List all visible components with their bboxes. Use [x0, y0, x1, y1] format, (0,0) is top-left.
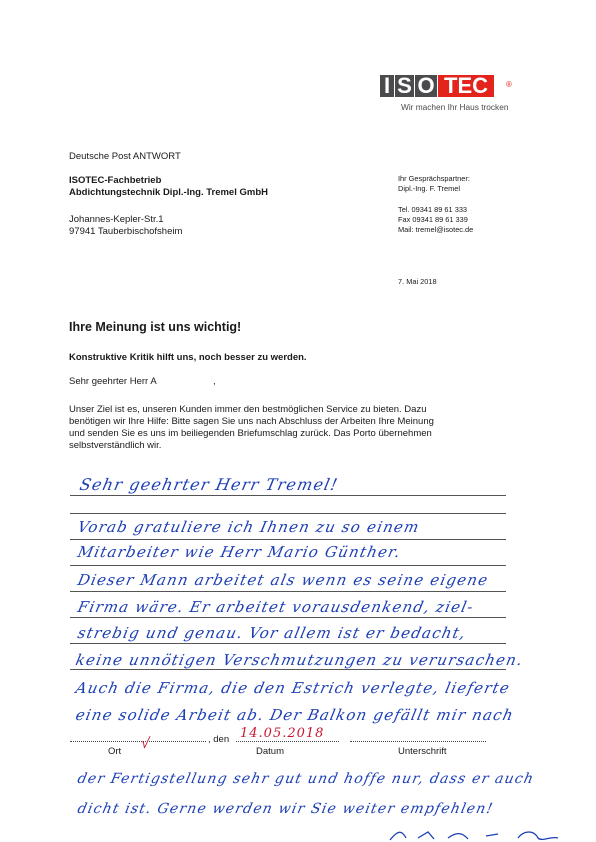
writing-line [70, 669, 506, 670]
writing-line [70, 539, 506, 540]
date-label: Datum [256, 746, 284, 757]
signature-label: Unterschrift [398, 746, 447, 757]
handwritten-line-7: Auch die Firma, die den Estrich verlegte, lieferte [74, 679, 512, 697]
body-line-4: selbstverständlich wir. [69, 440, 162, 451]
writing-line [70, 643, 506, 644]
recipient-company-2: Abdichtungstechnik Dipl.-Ing. Tremel GmbH [69, 187, 268, 198]
handwritten-line-5: strebig und genau. Vor allem ist er bedacht, [76, 624, 468, 642]
salutation-comma: , [213, 376, 216, 387]
writing-line [70, 617, 506, 618]
handwritten-line-1: Vorab gratuliere ich Ihnen zu so einem [76, 518, 422, 536]
date-prefix: , den [208, 734, 230, 745]
place-label: Ort [108, 746, 122, 757]
logo-tagline: Wir machen Ihr Haus trocken [401, 102, 509, 112]
handwritten-line-2: Mitarbeiter wie Herr Mario Günther. [76, 543, 403, 561]
contact-mail: Mail: tremel@isotec.de [398, 225, 474, 234]
salutation: Sehr geehrter Herr A [69, 376, 157, 387]
logo-wordmark [380, 75, 494, 98]
logo-letter-o: O [415, 75, 437, 97]
page-title: Ihre Meinung ist uns wichtig! [69, 320, 242, 334]
contact-label: Ihr Gesprächspartner: [398, 174, 470, 183]
page-subtitle: Konstruktive Kritik hilft uns, noch besser zu werden. [69, 352, 307, 363]
body-line-1: Unser Ziel ist es, unseren Kunden immer den bestmöglichen Service zu bieten. Dazu [69, 404, 427, 415]
recipient-company: ISOTEC-Fachbetrieb [69, 175, 162, 186]
handwritten-line-10: dicht ist. Gerne werden wir Sie weiter empfehlen! [76, 801, 495, 817]
isotec-logo [377, 73, 512, 121]
check-mark-icon: √ [139, 735, 151, 752]
writing-line [70, 565, 506, 566]
logo-letters-tec: TEC [438, 75, 494, 97]
body-line-3: und senden Sie es uns im beiliegenden Briefumschlag zurück. Das Porto übernehmen [69, 428, 432, 439]
contact-tel: Tel. 09341 89 61 333 [398, 205, 468, 214]
signature-scribble [388, 826, 574, 842]
logo-letter-i: I [380, 75, 394, 97]
registered-mark: ® [506, 80, 512, 89]
handwritten-line-3: Dieser Mann arbeitet als wenn es seine eigene [76, 571, 491, 589]
recipient-street: Johannes-Kepler-Str.1 [69, 214, 164, 225]
date-dotted-line [236, 741, 339, 742]
writing-line [70, 513, 506, 514]
contact-name: Dipl.-Ing. F. Tremel [398, 184, 461, 193]
handwritten-line-4: Firma wäre. Er arbeitet vorausdenkend, ziel- [76, 598, 476, 616]
writing-line [70, 495, 506, 496]
letter-date: 7. Mai 2018 [398, 277, 437, 286]
handwritten-line-6: keine unnötigen Verschmutzungen zu verursachen. [74, 651, 526, 669]
handwritten-greeting: Sehr geehrter Herr Tremel! [78, 475, 341, 494]
contact-fax: Fax 09341 89 61 339 [398, 215, 468, 224]
recipient-city: 97941 Tauberbischofsheim [69, 226, 183, 237]
logo-letter-s: S [395, 75, 414, 97]
writing-line [70, 591, 506, 592]
handwritten-line-8: eine solide Arbeit ab. Der Balkon gefällt mir nach [74, 706, 516, 724]
handwritten-line-9: der Fertigstellung sehr gut und hoffe nur, dass er auch [76, 771, 536, 787]
body-line-2: benötigen wir Ihre Hilfe: Bitte sagen Sie uns nach Abschluss der Arbeiten Ihre Meinung [69, 416, 434, 427]
signature-dotted-line [350, 741, 486, 742]
handwritten-date: 14.05.2018 [240, 726, 325, 741]
place-dotted-line [70, 741, 206, 742]
postal-note: Deutsche Post ANTWORT [69, 151, 181, 162]
